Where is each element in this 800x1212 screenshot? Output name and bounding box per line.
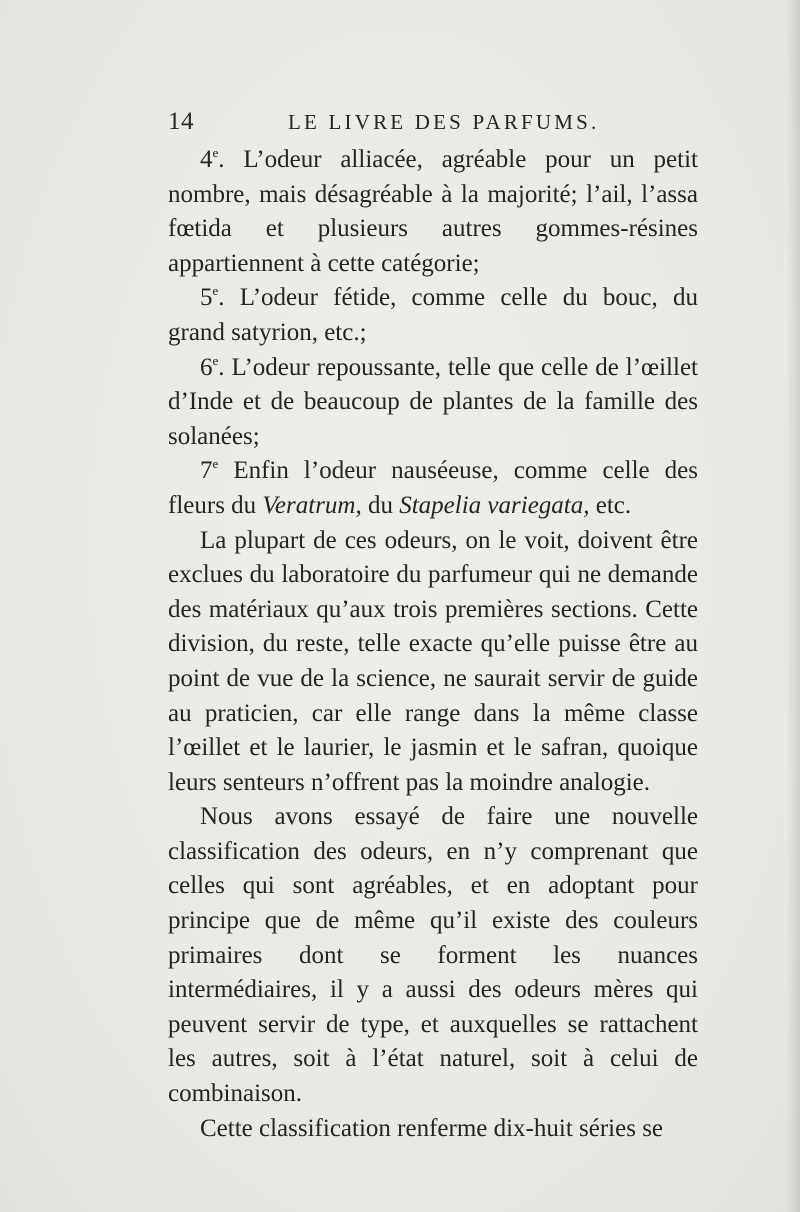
- page-number: 14: [168, 108, 194, 135]
- paragraph: Cette classification renferme dix-huit séries se: [200, 1114, 664, 1142]
- paragraph-item-4: [168, 143, 698, 281]
- item-number: 5: [200, 284, 213, 312]
- running-title: LE LIVRE DES PARFUMS.: [288, 110, 600, 134]
- paragraph-text: . L’odeur fétide, comme celle du bouc, du grand satyrion, etc.;: [168, 284, 698, 346]
- ordinal-suffix: e: [212, 283, 219, 299]
- item-number: 6: [200, 353, 213, 381]
- page-edge-shadow: [786, 0, 800, 1212]
- paragraph-text: etc.: [589, 491, 632, 519]
- paragraph: La plupart de ces odeurs, on le voit, doivent être exclues du laboratoire du parfumeur qui ne demande des matériaux qu’aux trois premières sections. Cette division, du reste, telle exacte qu’elle puisse être au point de vue de la science, ne saurait servir de guide au praticien, car elle range dans la même classe l’œillet et le laurier, le jasmin et le safran, quoique leurs senteurs n’offrent pas la moindre analogie.: [168, 526, 698, 796]
- paragraph-item-6: [168, 351, 698, 455]
- italic-species-name: Stapelia variegata,: [399, 491, 590, 519]
- item-number: 4: [200, 146, 213, 173]
- paragraph-item-5: [168, 281, 698, 350]
- paragraph-text: du: [361, 491, 400, 519]
- running-head: [168, 108, 698, 142]
- italic-genus-name: Veratrum,: [262, 491, 362, 519]
- ordinal-suffix: e: [212, 145, 219, 160]
- paragraph: Nous avons essayé de faire une nouvelle classification des odeurs, en n’y comprenant que celles qui sont agréables, et en adoptant pour principe que de même qu’il existe des couleurs primaires dont se forment les nuances intermédiaires, il y a aussi des odeurs mères qui peuvent servir de type, et auxquelles se rattachent les autres, soit à l’état naturel, soit à celui de combinaison.: [168, 803, 698, 1108]
- paragraph-text: Enfin l’odeur nauséeuse, comme celle des fleurs du: [168, 457, 698, 519]
- paragraph-item-7: [168, 454, 698, 523]
- body-text: [168, 143, 698, 1146]
- paragraph-text: . L’odeur alliacée, agréable pour un petit nombre, mais désagréable à la majorité; l’ail, l’assa fœtida et plusieurs autres gommes-résines appartiennent à cette catégorie;: [168, 146, 698, 277]
- item-number: 7: [200, 457, 213, 485]
- paragraph-text: . L’odeur repoussante, telle que celle de l’œillet d’Inde et de beaucoup de plantes de la famille des solanées;: [168, 353, 698, 450]
- ordinal-suffix: e: [212, 352, 219, 368]
- ordinal-suffix: e: [212, 456, 219, 472]
